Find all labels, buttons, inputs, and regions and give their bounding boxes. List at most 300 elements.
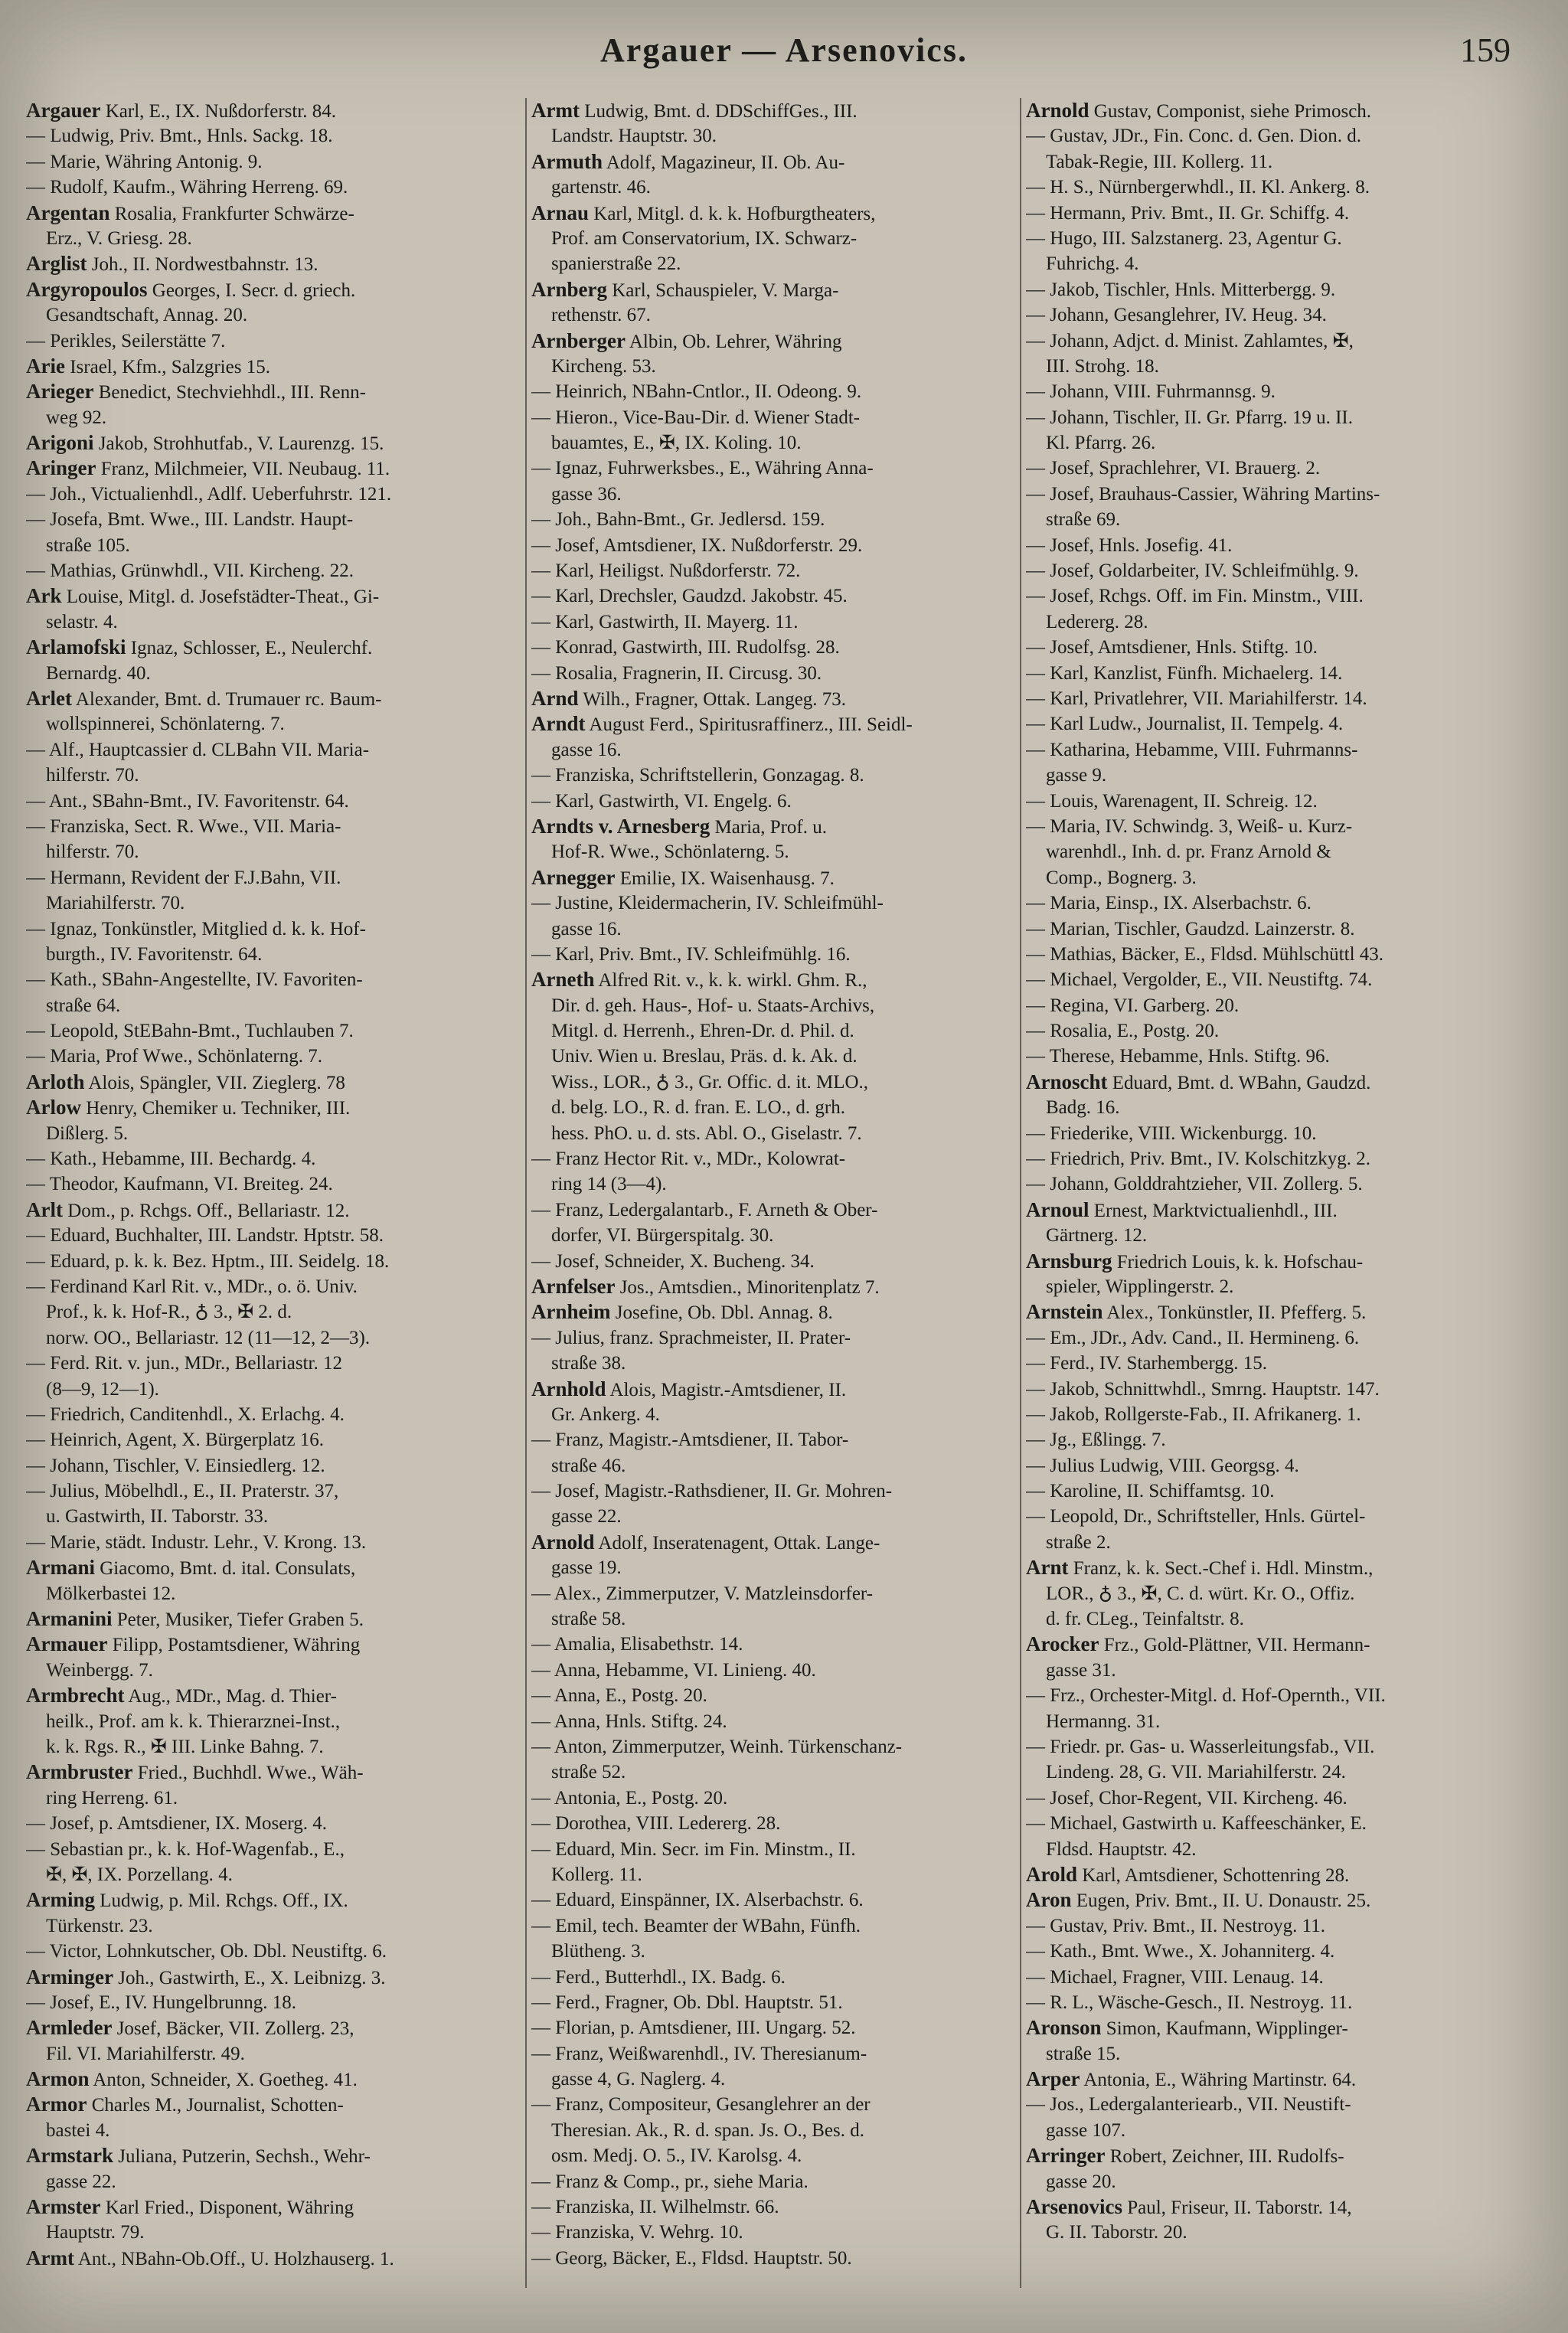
entry-details: Franz, Milchmeier, VII. Neubaug. 11. [96,459,390,480]
directory-subentry: — Jakob, Rollgerste-Fab., II. Afrikanerg. 1. [1026,1403,1361,1425]
directory-line: straße 52. [551,1762,626,1783]
directory-subentry: — Jg., Eßlingg. 7. [1026,1430,1166,1451]
entry-details: Henry, Chemiker u. Techniker, III. [80,1098,351,1119]
directory-entry [26,1555,524,1580]
entry-surname: Armbrecht [26,1684,125,1707]
directory-subentry: — Karl, Kanzlist, Fünfh. Michaelerg. 14. [1026,662,1343,684]
directory-subentry: — Heinrich, NBahn-Cntlor., II. Odeong. 9. [531,381,862,403]
directory-subentry: — Julius Ludwig, VIII. Georgsg. 4. [1026,1455,1299,1476]
entry-surname: Arigoni [26,431,94,455]
entry-details: Anton, Schneider, X. Goetheg. 41. [89,2070,358,2091]
directory-entry [531,711,1029,737]
directory-subentry: — Franziska, Schriftstellerin, Gonzagag. 8. [531,765,864,786]
directory-subentry: — Mathias, Bäcker, E., Fldsd. Mühlschüttl 43. [1026,943,1384,965]
entry-surname: Arming [26,1888,95,1912]
entry-details: Fried., Buchhdl. Wwe., Wäh- [132,1763,364,1784]
entry-details: Aug., MDr., Mag. d. Thier- [124,1686,337,1707]
directory-subentry: — Franziska, V. Wehrg. 10. [531,2222,743,2243]
directory-entry [26,2067,524,2092]
directory-line: gasse 4, G. Naglerg. 4. [551,2069,726,2090]
directory-subentry: — Johann, Tischler, II. Gr. Pfarrg. 19 u. II. [1026,407,1353,428]
directory-subentry: — Michael, Vergolder, E., VII. Neustiftg. 74. [1026,969,1373,991]
directory-subentry: — Josef, Schneider, X. Bucheng. 34. [531,1250,815,1272]
directory-subentry: — Marie, städt. Industr. Lehr., V. Krong. 13. [26,1531,367,1553]
entry-surname: Arnberger [531,328,626,352]
directory-entry [26,1887,524,1913]
directory-column-1 [26,98,524,2271]
directory-line: Dißlerg. 5. [46,1122,129,1144]
directory-entry [531,1377,1029,1402]
directory-entry [531,967,1029,992]
entry-surname: Armt [26,2246,74,2269]
directory-subentry: — Alex., Zimmerputzer, V. Matzleinsdorfer- [531,1583,874,1604]
directory-subentry: — R. L., Wäsche-Gesch., II. Nestroyg. 11. [1026,1992,1353,2013]
directory-entry [26,1606,524,1632]
entry-surname: Arminger [26,1965,113,1988]
directory-subentry: — Hugo, III. Salzstanerg. 23, Agentur G. [1026,227,1342,249]
directory-entry [1026,1555,1524,1580]
directory-subentry: — Joh., Bahn-Bmt., Gr. Jedlersd. 159. [531,509,825,531]
directory-subentry: — Leopold, Dr., Schriftsteller, Hnls. Gürtel- [1026,1506,1366,1528]
directory-line: hess. PhO. u. d. sts. Abl. O., Giselastr. 7. [551,1122,862,1144]
directory-line: Weinbergg. 7. [46,1659,153,1681]
directory-subentry: — Victor, Lohnkutscher, Ob. Dbl. Neustiftg. 6. [26,1941,387,1962]
directory-subentry: — Rosalia, Fragnerin, II. Circusg. 30. [531,662,822,684]
directory-subentry: — Ferdinand Karl Rit. v., MDr., o. ö. Univ. [26,1276,358,1297]
entry-surname: Armster [26,2195,101,2219]
directory-line: Ledererg. 28. [1046,611,1148,632]
directory-line: gasse 31. [1046,1659,1116,1681]
entry-details: Franz, k. k. Sect.-Chef i. Hdl. Minstm., [1068,1558,1374,1580]
directory-line: Gr. Ankerg. 4. [551,1403,660,1425]
entry-details: Albin, Ob. Lehrer, Währing [625,331,842,352]
entry-surname: Aronson [1026,2016,1102,2040]
directory-subentry: — Michael, Gastwirth u. Kaffeeschänker, E. [1026,1813,1367,1835]
directory-subentry: — Franziska, II. Wilhelmstr. 66. [531,2197,779,2218]
entry-details: Juliana, Putzerin, Sechsh., Wehr- [113,2146,371,2168]
directory-column-3 [1026,98,1524,2246]
entry-details: Ant., NBahn-Ob.Off., U. Holzhauserg. 1. [74,2248,394,2269]
entry-details: Giacomo, Bmt. d. ital. Consulats, [95,1558,356,1580]
directory-subentry: — Jos., Ledergalanteriearb., VII. Neustift- [1026,2094,1351,2116]
directory-entry [26,2246,524,2271]
entry-details: Adolf, Inseratenagent, Ottak. Lange- [594,1532,880,1554]
directory-line: weg 92. [46,407,107,428]
directory-line: spieler, Wipplingerstr. 2. [1046,1276,1234,1297]
directory-line: Fil. VI. Mariahilferstr. 49. [46,2043,245,2064]
directory-subentry: — Amalia, Elisabethstr. 14. [531,1634,743,1655]
directory-line: Lindeng. 28, G. VII. Mariahilferstr. 24. [1046,1762,1346,1783]
directory-line: gasse 19. [551,1557,622,1579]
directory-subentry: — Ludwig, Priv. Bmt., Hnls. Sackg. 18. [26,126,333,147]
directory-line: straße 15. [1046,2043,1121,2064]
directory-subentry: — Jakob, Tischler, Hnls. Mitterbergg. 9. [1026,279,1336,300]
entry-surname: Arlt [26,1198,63,1221]
directory-entry [531,328,1029,354]
entry-surname: Arper [1026,2067,1080,2091]
directory-line: gasse 16. [551,739,622,760]
directory-subentry: — Ferd., Fragner, Ob. Dbl. Hauptstr. 51. [531,1992,843,2013]
directory-subentry: — Theodor, Kaufmann, VI. Breiteg. 24. [26,1174,333,1195]
directory-entry [26,1070,524,1095]
directory-subentry: — Mathias, Grünwhdl., VII. Kircheng. 22. [26,560,354,582]
entry-surname: Arndts v. Arnesberg [531,814,710,838]
directory-line: Bernardg. 40. [46,662,151,684]
directory-line: gasse 16. [551,918,622,939]
directory-entry [1026,1249,1524,1274]
entry-surname: Arlet [26,686,72,710]
directory-line: Mölkerbastei 12. [46,1583,176,1604]
directory-line: hilferstr. 70. [46,841,139,863]
directory-line: straße 38. [551,1353,626,1374]
directory-entry [531,1274,1029,1299]
entry-surname: Arndt [531,712,586,736]
directory-entry [26,379,524,404]
directory-subentry: — Kath., Hebamme, III. Bechardg. 4. [26,1149,316,1170]
directory-line: III. Strohg. 18. [1046,355,1159,377]
directory-line: Gärtnerg. 12. [1046,1225,1148,1247]
directory-subentry: — Friedrich, Canditenhdl., X. Erlachg. 4. [26,1403,345,1425]
directory-entry [1026,98,1524,123]
directory-line: gasse 36. [551,483,622,505]
directory-line: Kollerg. 11. [551,1864,642,1885]
directory-subentry: — Josef, Amtsdiener, IX. Nußdorferstr. 29. [531,534,863,556]
directory-entry [26,1095,524,1120]
directory-line: Hermanng. 31. [1046,1711,1161,1732]
directory-entry [531,277,1029,302]
entry-details: Alex., Tonkünstler, II. Pfefferg. 5. [1102,1302,1367,1324]
directory-entry [531,865,1029,890]
entry-details: Israel, Kfm., Salzgries 15. [64,356,270,377]
directory-line: gasse 9. [1046,765,1107,786]
directory-subentry: — Eduard, Min. Secr. im Fin. Minstm., II. [531,1838,856,1860]
directory-line: Theresian. Ak., R. d. span. Js. O., Bes. d. [551,2119,864,2141]
directory-subentry: — Hermann, Priv. Bmt., II. Gr. Schiffg. 4. [1026,202,1350,224]
entry-details: Karl Fried., Disponent, Währing [100,2197,354,2219]
page-header [0,31,1568,77]
entry-details: Maria, Prof. u. [710,816,828,838]
directory-line: Hauptstr. 79. [46,2222,145,2243]
directory-line: norw. OO., Bellariastr. 12 (11—12, 2—3). [46,1327,371,1348]
directory-entry [1026,1632,1524,1657]
directory-line: bastei 4. [46,2119,110,2141]
directory-line: straße 105. [46,534,130,556]
directory-subentry: — Franziska, Sect. R. Wwe., VII. Maria- [26,815,341,837]
entry-details: Karl, Schauspieler, V. Marga- [606,279,839,301]
directory-line: Prof. am Conservatorium, IX. Schwarz- [551,227,858,249]
directory-subentry: — Karl, Drechsler, Gaudzd. Jakobstr. 45. [531,586,848,607]
entry-surname: Armauer [26,1632,108,1656]
directory-subentry: — Marie, Währing Antonig. 9. [26,151,263,172]
entry-surname: Arloth [26,1070,85,1093]
entry-surname: Argentan [26,201,110,224]
directory-line: gartenstr. 46. [551,177,651,198]
directory-line: Badg. 16. [1046,1097,1120,1119]
entry-surname: Armor [26,2093,87,2116]
entry-surname: Arnfelser [531,1274,616,1298]
entry-details: Friedrich Louis, k. k. Hofschau- [1112,1251,1364,1273]
directory-subentry: — Justine, Kleidermacherin, IV. Schleifmühl- [531,893,884,914]
entry-details: Peter, Musiker, Tiefer Graben 5. [112,1609,364,1631]
directory-subentry: — Josef, Hnls. Josefig. 41. [1026,534,1233,556]
entry-details: Louise, Mitgl. d. Josefstädter-Theat., Gi- [61,587,380,608]
entry-surname: Arnstein [1026,1300,1103,1324]
directory-subentry: — Maria, IV. Schwindg. 3, Weiß- u. Kurz- [1026,815,1353,837]
directory-subentry: — Friederike, VIII. Wickenburgg. 10. [1026,1122,1317,1144]
directory-subentry: — Gustav, Priv. Bmt., II. Nestroyg. 11. [1026,1915,1325,1936]
directory-entry [1026,2194,1524,2220]
entry-surname: Armstark [26,2144,113,2168]
directory-subentry: — Josef, Magistr.-Rathsdiener, II. Gr. Mohren- [531,1481,893,1502]
directory-line: u. Gastwirth, II. Taborstr. 33. [46,1506,269,1528]
directory-subentry: — H. S., Nürnbergerwhdl., II. Kl. Ankerg. 8. [1026,177,1370,198]
entry-details: Filipp, Postamtsdiener, Währing [107,1635,361,1656]
directory-entry [1026,1299,1524,1325]
running-title: Argauer — Arsenovics. [600,31,968,69]
directory-line: dorfer, VI. Bürgerspitalg. 30. [551,1225,774,1247]
directory-line: rethenstr. 67. [551,305,651,326]
directory-subentry: — Ignaz, Tonkünstler, Mitglied d. k. k. Hof- [26,918,366,939]
directory-subentry: — Eduard, p. k. k. Bez. Hptm., III. Seidelg. 18. [26,1250,390,1272]
directory-entry [26,2143,524,2168]
directory-subentry: — Regina, VI. Garberg. 20. [1026,995,1240,1016]
directory-subentry: — Em., JDr., Adv. Cand., II. Hermineng. 6. [1026,1327,1360,1348]
directory-line: burgth., IV. Favoritenstr. 64. [46,943,263,965]
directory-line: Landstr. Hauptstr. 30. [551,126,717,147]
entry-details: Rosalia, Frankfurter Schwärze- [109,203,354,224]
directory-entry [26,2092,524,2117]
directory-line: k. k. Rgs. R., ✠ III. Linke Bahng. 7. [46,1737,324,1757]
directory-subentry: — Ignaz, Fuhrwerksbes., E., Währing Anna- [531,458,874,479]
entry-surname: Arieger [26,380,94,404]
directory-line: Comp., Bognerg. 3. [1046,867,1197,888]
directory-line: d. belg. LO., R. d. fran. E. LO., d. grh. [551,1097,845,1119]
directory-line: Tabak-Regie, III. Kollerg. 11. [1046,151,1273,172]
entry-details: Ludwig, Bmt. d. DDSchiffGes., III. [579,101,858,122]
directory-line: straße 46. [551,1455,626,1476]
directory-subentry: — Johann, Gesanglehrer, IV. Heug. 34. [1026,305,1327,326]
directory-subentry: — Louis, Warenagent, II. Schreig. 12. [1026,790,1318,812]
entry-surname: Armbruster [26,1760,133,1784]
directory-line: Mitgl. d. Herrenh., Ehren-Dr. d. Phil. d. [551,1021,854,1042]
directory-entry [26,354,524,379]
directory-subentry: — Johann, Adjct. d. Minist. Zahlamtes, ✠, [1026,330,1354,351]
directory-subentry: — Johann, Golddrahtzieher, VII. Zollerg. 5. [1026,1174,1363,1195]
entry-details: Dom., p. Rchgs. Off., Bellariastr. 12. [62,1200,350,1221]
directory-subentry: — Dorothea, VIII. Ledererg. 28. [531,1813,781,1835]
directory-entry [531,686,1029,711]
directory-subentry: — Ferd., Butterhdl., IX. Badg. 6. [531,1966,786,1988]
entry-surname: Arnd [531,686,579,710]
directory-subentry: — Sebastian pr., k. k. Hof-Wagenfab., E., [26,1838,345,1860]
directory-line: heilk., Prof. am k. k. Thierarznei-Inst., [46,1711,341,1732]
directory-line: hilferstr. 70. [46,765,139,786]
entry-surname: Ark [26,584,62,608]
directory-line: gasse 22. [46,2171,116,2192]
directory-column-2 [531,98,1029,2271]
directory-subentry: — Franz & Comp., pr., siehe Maria. [531,2171,808,2192]
directory-line: warenhdl., Inh. d. pr. Franz Arnold & [1046,841,1331,863]
directory-subentry: — Josefa, Bmt. Wwe., III. Landstr. Haupt- [26,509,354,531]
directory-entry [531,98,1029,123]
directory-entry [26,251,524,276]
directory-subentry: — Perikles, Seilerstätte 7. [26,330,226,351]
directory-subentry: — Friedr. pr. Gas- u. Wasserleitungsfab., VII. [1026,1737,1375,1757]
directory-subentry: — Therese, Hebamme, Hnls. Stiftg. 96. [1026,1046,1330,1067]
entry-details: Eduard, Bmt. d. WBahn, Gaudzd. [1107,1072,1371,1093]
directory-subentry: — Antonia, E., Postg. 20. [531,1787,728,1809]
entry-details: Gustav, Componist, siehe Primosch. [1089,101,1372,122]
directory-subentry: — Josef, p. Amtsdiener, IX. Moserg. 4. [26,1813,327,1835]
directory-entry [531,1299,1029,1325]
directory-subentry: — Ferd., IV. Starhembergg. 15. [1026,1353,1268,1374]
directory-subentry: — Anna, Hebamme, VI. Linieng. 40. [531,1659,816,1681]
entry-details: Josef, Bäcker, VII. Zollerg. 23, [112,2018,354,2040]
directory-subentry: — Karl, Gastwirth, II. Mayerg. 11. [531,611,799,632]
directory-line: gasse 107. [1046,2119,1126,2141]
directory-entry [26,1965,524,1990]
directory-subentry: — Heinrich, Agent, X. Bürgerplatz 16. [26,1430,325,1451]
entry-surname: Arie [26,354,65,377]
directory-entry [26,456,524,481]
directory-subentry: — Anna, E., Postg. 20. [531,1685,707,1707]
directory-subentry: — Eduard, Buchhalter, III. Landstr. Hptstr. 58. [26,1225,384,1247]
directory-subentry: — Josef, Goldarbeiter, IV. Schleifmühlg. 9. [1026,560,1359,582]
directory-entry [1026,1887,1524,1913]
directory-line: Fldsd. Hauptstr. 42. [1046,1838,1197,1860]
directory-entry [1026,2067,1524,2092]
directory-subentry: — Josef, Brauhaus-Cassier, Währing Martins- [1026,483,1380,505]
entry-surname: Arnsburg [1026,1249,1112,1273]
directory-subentry: — Rosalia, E., Postg. 20. [1026,1021,1220,1042]
entry-details: Ludwig, p. Mil. Rchgs. Off., IX. [95,1890,348,1912]
directory-line: straße 58. [551,1609,626,1630]
directory-line: (8—9, 12—1). [46,1378,159,1400]
directory-subentry: — Eduard, Einspänner, IX. Alserbachstr. 6. [531,1890,864,1911]
directory-subentry: — Frz., Orchester-Mitgl. d. Hof-Opernth., VII. [1026,1685,1386,1707]
entry-details: Alexander, Bmt. d. Trumauer rc. Baum- [71,688,382,710]
entry-surname: Arglist [26,252,87,276]
directory-line: osm. Medj. O. 5., IV. Karolsg. 4. [551,2145,802,2167]
entry-surname: Arsenovics [1026,2195,1122,2219]
directory-subentry: — Franz, Compositeur, Gesanglehrer an der [531,2094,871,2116]
entry-details: Simon, Kaufmann, Wipplinger- [1101,2018,1348,2040]
directory-subentry: — Josef, Chor-Regent, VII. Kircheng. 46. [1026,1787,1348,1809]
entry-details: Antonia, E., Währing Martinstr. 64. [1080,2070,1357,2091]
directory-entry [26,686,524,711]
entry-details: Adolf, Magazineur, II. Ob. Au- [603,152,845,173]
entry-surname: Armuth [531,149,603,173]
directory-entry [26,2015,524,2041]
entry-surname: Armani [26,1556,95,1580]
directory-subentry: — Kath., SBahn-Angestellte, IV. Favoriten- [26,969,363,991]
directory-line: Kl. Pfarrg. 26. [1046,433,1156,454]
directory-subentry: — Johann, VIII. Fuhrmannsg. 9. [1026,381,1276,403]
directory-line: Prof., k. k. Hof-R., ♁ 3., ✠ 2. d. [46,1302,292,1323]
directory-subentry: — Georg, Bäcker, E., Fldsd. Hauptstr. 50. [531,2247,852,2269]
directory-line: straße 2. [1046,1531,1111,1553]
directory-entry [26,1632,524,1657]
directory-entry [26,1683,524,1708]
directory-subentry: — Rudolf, Kaufm., Währing Herreng. 69. [26,177,348,198]
directory-subentry: — Michael, Fragner, VIII. Lenaug. 14. [1026,1966,1324,1988]
entry-details: August Ferd., Spiritusraffinerz., III. Seidl- [585,714,913,736]
directory-entry [26,98,524,123]
directory-entry [26,2194,524,2220]
entry-details: Ernest, Marktvictualienhdl., III. [1089,1200,1338,1221]
entry-surname: Aron [1026,1888,1072,1912]
directory-entry [1026,1070,1524,1095]
directory-line: gasse 20. [1046,2171,1116,2192]
directory-line: Dir. d. geh. Haus-, Hof- u. Staats-Archivs, [551,995,875,1016]
directory-entry [1026,2015,1524,2041]
directory-line: ring 14 (3—4). [551,1174,667,1195]
directory-subentry: — Joh., Victualienhdl., Adlf. Ueberfuhrstr. 121. [26,483,392,505]
directory-subentry: — Julius, Möbelhdl., E., II. Praterstr. 37, [26,1481,339,1502]
directory-subentry: — Alf., Hauptcassier d. CLBahn VII. Maria- [26,739,370,760]
entry-surname: Arold [1026,1862,1078,1886]
directory-subentry: — Johann, Tischler, V. Einsiedlerg. 12. [26,1455,325,1476]
entry-surname: Arringer [1026,2144,1106,2168]
directory-subentry: — Jakob, Schnittwhdl., Smrng. Hauptstr. 147. [1026,1378,1380,1400]
directory-line: Erz., V. Griesg. 28. [46,227,192,249]
entry-surname: Arnberg [531,277,607,301]
directory-subentry: — Franz Hector Rit. v., MDr., Kolowrat- [531,1149,846,1170]
directory-subentry: — Florian, p. Amtsdiener, III. Ungarg. 52. [531,2018,856,2039]
directory-line: gasse 22. [551,1506,622,1528]
entry-details: Karl, E., IX. Nußdorferstr. 84. [100,101,337,122]
directory-subentry: — Friedrich, Priv. Bmt., IV. Kolschitzkyg. 2. [1026,1149,1370,1170]
directory-line: straße 64. [46,995,121,1016]
directory-subentry: — Anna, Hnls. Stiftg. 24. [531,1711,727,1732]
directory-subentry: — Franz, Magistr.-Amtsdiener, II. Tabor- [531,1430,849,1451]
entry-details: Alfred Rit. v., k. k. wirkl. Ghm. R., [594,970,867,992]
entry-surname: Aringer [26,456,96,480]
directory-entry [1026,1198,1524,1223]
directory-line: G. II. Taborstr. 20. [1046,2222,1187,2243]
entry-details: Georges, I. Secr. d. griech. [147,279,356,301]
entry-details: Jos., Amtsdien., Minoritenplatz 7. [615,1276,880,1298]
entry-details: Karl, Amtsdiener, Schottenring 28. [1077,1864,1350,1886]
directory-entry [531,814,1029,839]
entry-surname: Arlow [26,1096,81,1119]
directory-subentry: — Gustav, JDr., Fin. Conc. d. Gen. Dion. d. [1026,126,1361,147]
directory-line: Fuhrichg. 4. [1046,253,1139,275]
entry-details: Josefine, Ob. Dbl. Annag. 8. [610,1302,833,1324]
directory-subentry: — Ferd. Rit. v. jun., MDr., Bellariastr. 12 [26,1353,342,1374]
directory-entry [26,1198,524,1223]
entry-surname: Armon [26,2067,90,2091]
directory-entry [531,201,1029,226]
directory-subentry: — Hermann, Revident der F.J.Bahn, VII. [26,867,341,888]
entry-details: Joh., Gastwirth, E., X. Leibnizg. 3. [113,1967,386,1988]
column-divider [525,98,527,2288]
entry-details: Eugen, Priv. Bmt., II. U. Donaustr. 25. [1071,1890,1371,1912]
directory-subentry: — Josef, Rchgs. Off. im Fin. Minstm., VIII. [1026,586,1364,607]
directory-line: Türkenstr. 23. [46,1915,153,1936]
entry-details: Emilie, IX. Waisenhausg. 7. [615,868,835,889]
entry-surname: Arnoscht [1026,1070,1108,1093]
entry-surname: Arnhold [531,1377,606,1400]
entry-details: Charles M., Journalist, Schotten- [87,2095,344,2116]
entry-details: Paul, Friseur, II. Taborstr. 14, [1122,2197,1352,2219]
directory-subentry: — Karoline, II. Schiffamtsg. 10. [1026,1481,1275,1502]
directory-subentry: — Karl, Privatlehrer, VII. Mariahilferstr. 14. [1026,688,1367,709]
entry-details: Alois, Magistr.-Amtsdiener, II. [606,1379,847,1400]
directory-subentry: — Anton, Zimmerputzer, Weinh. Türkenschanz- [531,1737,903,1757]
directory-line: Univ. Wien u. Breslau, Präs. d. k. Ak. d. [551,1046,858,1067]
directory-line: straße 69. [1046,509,1121,531]
